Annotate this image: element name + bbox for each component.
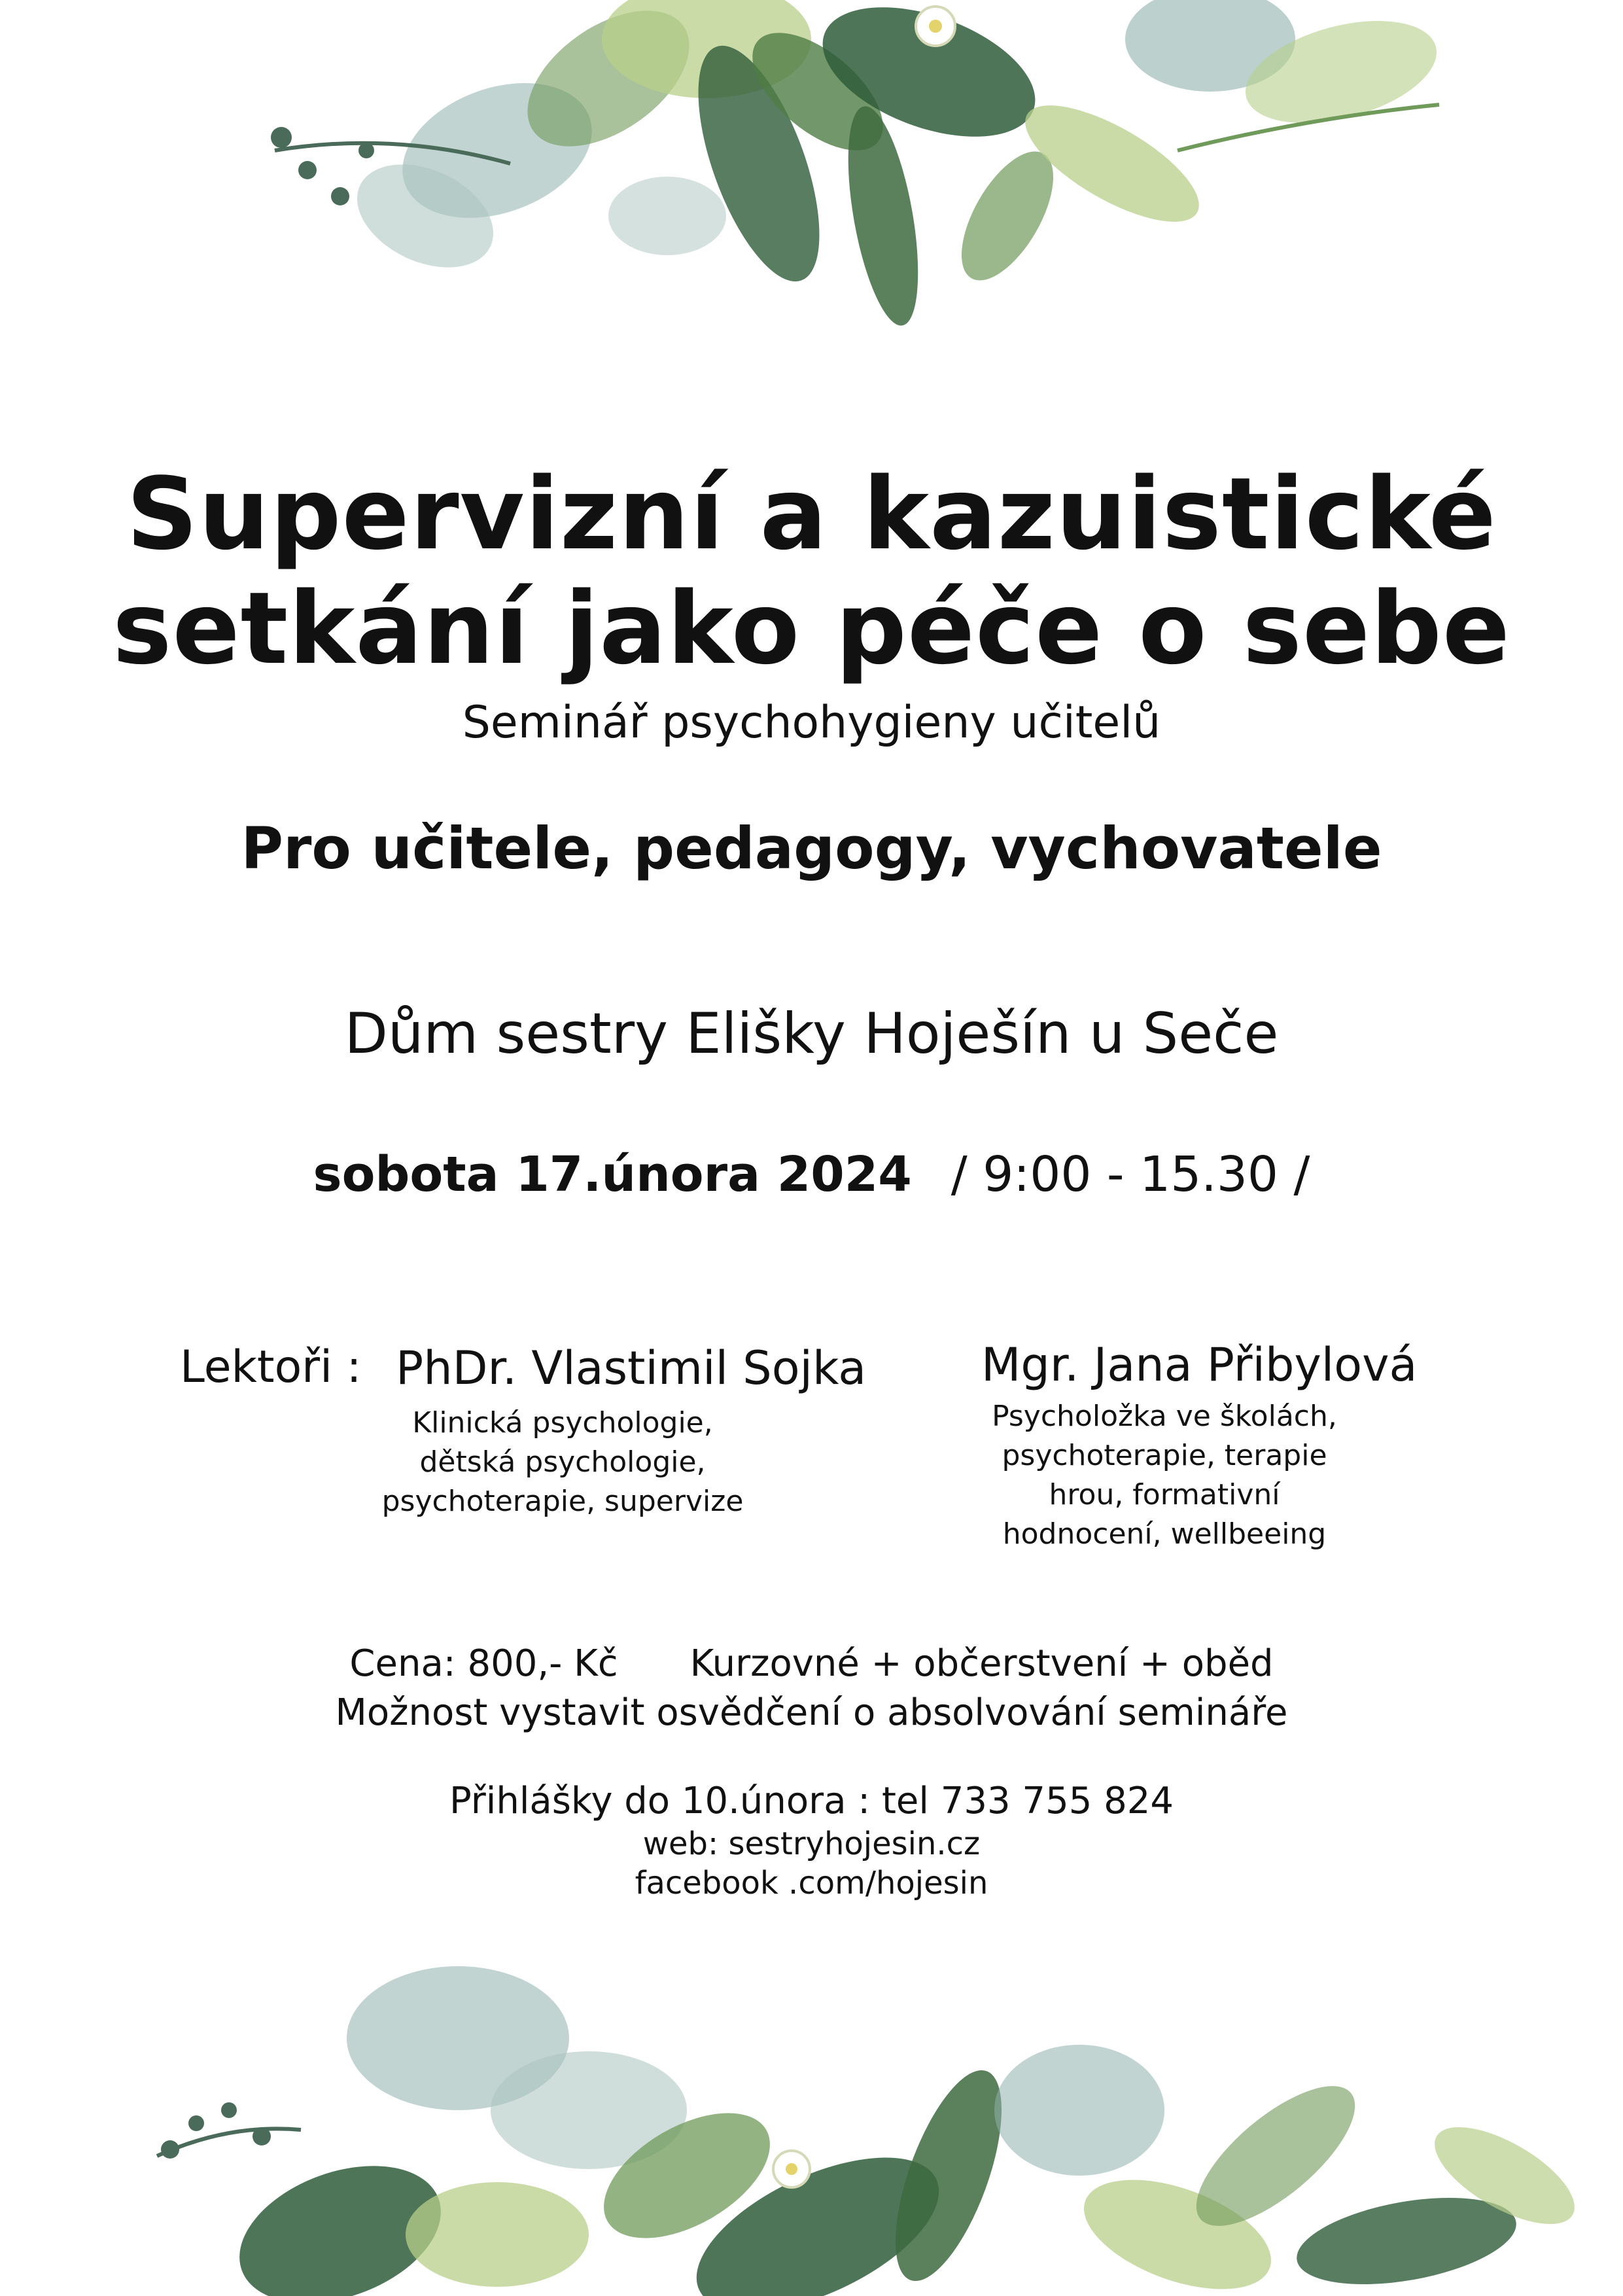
- registration-contact: Přihlášky do 10.února : tel 733 755 824: [449, 1780, 1174, 1822]
- event-datetime: [0, 1146, 1623, 1203]
- lecturer-2-desc-line: hrou, formativní: [1049, 1478, 1280, 1511]
- price: Cena: 800,- Kč: [349, 1642, 618, 1685]
- lecturer-2-desc-line: hodnocení, wellbeeing: [1002, 1517, 1327, 1551]
- price-line: [0, 1642, 1623, 1685]
- lecturer-2-name: Mgr. Jana Přibylová: [981, 1338, 1418, 1392]
- lecturer-2-desc-line: Psycholožka ve školách,: [992, 1400, 1337, 1433]
- leaf-cluster-icon: [157, 1966, 1589, 2296]
- event-date: sobota 17.února 2024: [313, 1146, 912, 1203]
- event-time: / 9:00 - 15.30 /: [951, 1146, 1310, 1203]
- lecturer-1-desc-line: psychoterapie, supervize: [381, 1485, 744, 1518]
- floral-decoration-top: [0, 0, 1623, 393]
- lecturer-1-description: [366, 1404, 759, 1521]
- floral-decoration-bottom: [0, 1960, 1623, 2296]
- lecturer-1-desc-line: dětská psychologie,: [419, 1445, 706, 1479]
- website-link[interactable]: web: sestryhojesin.cz: [642, 1826, 981, 1862]
- title-line-1: Supervizní a kazuistické: [126, 456, 1497, 572]
- lecturer-1-desc-line: Klinická psychologie,: [412, 1406, 713, 1439]
- price-includes: Kurzovné + občerstvení + oběd: [689, 1642, 1274, 1685]
- leaf-cluster-icon: [271, 0, 1448, 330]
- title-line-2: setkání jako péče o sebe: [113, 571, 1510, 686]
- audience-heading: Pro učitele, pedagogy, vychovatele: [241, 815, 1382, 882]
- lecturer-2-desc-line: psychoterapie, terapie: [1002, 1439, 1327, 1472]
- facebook-link[interactable]: facebook .com/hojesin: [635, 1865, 988, 1901]
- certificate-note: Možnost vystavit osvědčení o absolvování semináře: [335, 1691, 1288, 1734]
- venue: Dům sestry Elišky Hoješín u Seče: [344, 1001, 1279, 1067]
- subtitle: Seminář psychohygieny učitelů: [462, 697, 1161, 749]
- lecturers-label: Lektoři :: [180, 1341, 362, 1393]
- lecturer-2-description: [968, 1397, 1361, 1554]
- lecturer-1-name: PhDr. Vlastimil Sojka: [396, 1341, 867, 1395]
